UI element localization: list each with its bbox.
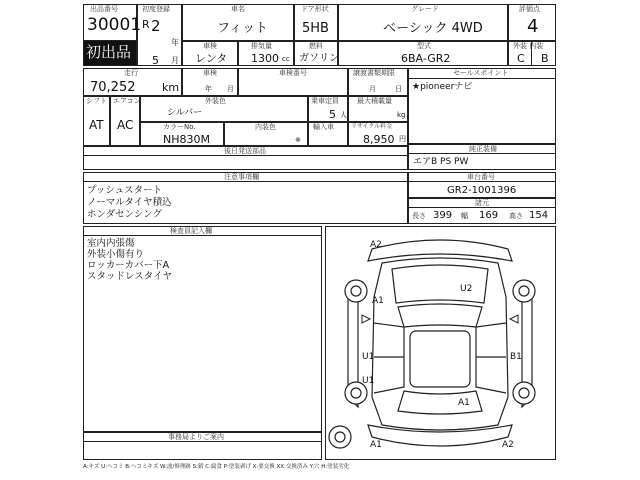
color-no-value: NH830M <box>163 133 210 146</box>
doors-label: ドア形状 <box>301 5 329 13</box>
ext-color-value: シルバー <box>167 108 203 118</box>
month-unit: 月 <box>171 56 179 65</box>
ac-label: エアコン <box>113 97 141 105</box>
ext-int-divider <box>531 41 532 66</box>
displacement-cell <box>238 41 294 66</box>
sales-point-box <box>408 68 556 144</box>
score-label: 評価点 <box>519 5 540 13</box>
equipment-cell <box>408 144 556 170</box>
shaken-due-label: 車検 <box>203 69 217 77</box>
yen-unit: 円 <box>399 135 406 143</box>
fuel-cell <box>294 41 338 66</box>
mark-u1-left-door: U1 <box>362 352 375 362</box>
length-label: 長さ <box>412 212 426 220</box>
displacement-label: 排気量 <box>251 42 272 50</box>
due-month-unit: 月 <box>369 85 376 93</box>
score-value: 4 <box>527 16 539 37</box>
shaken-type-label: 車検 <box>203 42 217 50</box>
recycle-fee-label: リサイクル料金 <box>351 123 393 130</box>
score-cell <box>508 4 556 41</box>
model-cell <box>338 41 508 66</box>
recycle-fee-value: 8,950 <box>363 133 395 146</box>
shaken-year-unit: 年 <box>205 85 212 93</box>
shift-cell <box>83 96 110 146</box>
later-parts-label: 後日発送部品 <box>224 147 266 155</box>
chassis-label: 車台番号 <box>467 173 495 181</box>
notes-label: 注意事項欄 <box>224 173 259 181</box>
equipment-label: 純正装備 <box>469 145 497 153</box>
seats-unit: 人 <box>340 111 347 119</box>
model-label: 型式 <box>417 42 431 50</box>
width-value: 169 <box>479 210 499 221</box>
max-load-cell <box>348 96 408 122</box>
inspector-line-4: スタッドレスタイヤ <box>87 271 173 282</box>
displacement-value: 1300 <box>251 52 279 65</box>
dims-label: 諸元 <box>475 199 489 207</box>
reg-no-label: 車検番号 <box>279 69 307 77</box>
first-listing-text: 初出品 <box>86 43 132 61</box>
mark-a1-trunk: A1 <box>458 398 470 408</box>
car-name-label: 車名 <box>231 5 245 13</box>
later-parts-cell <box>83 146 408 170</box>
inspector-line-2: 外装小傷有り <box>87 249 145 260</box>
equipment-value: エアB PS PW <box>413 157 469 167</box>
note-line-2: ノーマルタイヤ積込 <box>87 197 172 208</box>
flag-mark: ※ <box>295 136 301 144</box>
km-unit: km <box>162 81 180 94</box>
mileage-label: 走行 <box>124 69 138 77</box>
ext-color-cell <box>140 96 308 122</box>
recycle-fee-cell <box>348 122 408 146</box>
ext-int-cell <box>508 41 556 66</box>
import-label: 輸入車 <box>313 123 334 131</box>
grade-label: グレード <box>411 5 439 13</box>
damage-legend: A:キズ U:ヘコミ B:ヘコミキズ W:波/修理跡 S:錆 C:腐食 P:塗装剥げ X:要交換 XX:交換済み Y:穴 H:塗装劣化 <box>83 464 350 470</box>
dims-cell <box>408 198 556 224</box>
doors-cell <box>294 4 338 41</box>
first-listing-badge <box>83 40 137 66</box>
model-value: 6BA-GR2 <box>401 52 451 65</box>
recycle-due-label: 譲渡書類期限 <box>353 69 395 77</box>
car-name-cell <box>182 4 294 41</box>
int-color-label: 内装色 <box>255 123 276 131</box>
ac-value: AC <box>117 118 134 132</box>
shift-value: AT <box>89 118 104 132</box>
month-number: 5 <box>152 54 159 67</box>
notes-cell <box>83 172 408 224</box>
car-name: フィット <box>217 21 268 36</box>
shaken-due-cell <box>182 68 238 96</box>
era: R <box>142 18 150 31</box>
inspector-cell <box>83 226 322 432</box>
fuel-label: 燃料 <box>309 42 323 50</box>
recycle-due-cell <box>348 68 408 96</box>
left-doors-outline <box>374 323 404 393</box>
seats-label: 乗車定員 <box>311 97 339 105</box>
kg-unit: kg <box>397 111 406 119</box>
ext-color-label: 外装色 <box>205 97 226 105</box>
reg-no-cell <box>238 68 348 96</box>
ext-grade: C <box>517 52 525 65</box>
inspector-label: 検査員記入欄 <box>170 227 212 235</box>
color-no-label: カラーNo. <box>163 123 196 131</box>
office-label: 事務局よりご案内 <box>168 433 224 441</box>
first-reg-cell <box>137 4 182 66</box>
year-unit: 年 <box>171 38 179 47</box>
year-number: 2 <box>151 17 161 35</box>
grade-cell <box>338 4 508 41</box>
due-day-unit: 日 <box>395 85 402 93</box>
sales-point-label: セールスポイント <box>453 69 509 77</box>
mileage-cell <box>83 68 182 96</box>
max-load-label: 最大積載量 <box>357 97 392 105</box>
sales-point-text: ★pioneerナビ <box>412 82 473 92</box>
mark-u1-left-rear: U1 <box>362 376 375 386</box>
car-diagram <box>325 226 556 460</box>
seats-value: 5 <box>329 108 336 121</box>
chassis-cell <box>408 172 556 198</box>
hood-outline <box>392 265 488 303</box>
cc-unit: cc <box>282 55 290 63</box>
doors-value: 5HB <box>302 21 329 36</box>
int-grade: B <box>541 52 549 65</box>
body-outline <box>372 258 508 430</box>
ac-cell <box>110 96 140 146</box>
chassis-value: GR2-1001396 <box>447 185 517 196</box>
color-no-cell <box>140 122 224 146</box>
height-label: 高さ <box>509 212 523 220</box>
shaken-month-unit: 月 <box>227 85 234 93</box>
car-diagram-svg <box>326 227 555 459</box>
mark-a1-rear-left: A1 <box>370 440 382 450</box>
office-cell <box>83 432 322 460</box>
rear-bumper-outline <box>368 425 512 446</box>
inspector-line-3: ロッカーカバー下A <box>87 260 170 271</box>
length-value: 399 <box>433 210 453 221</box>
lot-number: 30001 <box>87 15 142 35</box>
shift-label: シフト <box>86 97 107 105</box>
shaken-type-cell <box>182 41 238 66</box>
width-label: 幅 <box>461 212 468 220</box>
mark-b1-right-door: B1 <box>510 352 522 362</box>
right-doors-outline <box>476 323 506 393</box>
fuel-value: ガソリン <box>299 53 339 64</box>
seats-cell <box>308 96 348 122</box>
lot-no-label: 出品番号 <box>90 5 118 13</box>
mark-a2-front: A2 <box>370 240 382 250</box>
mark-u2-hood: U2 <box>460 284 473 294</box>
mark-a1-left-front: A1 <box>372 296 384 306</box>
roof-outline <box>410 331 470 387</box>
ext-int-label: 外装 内装 <box>513 42 544 50</box>
mark-a2-rear-right: A2 <box>502 440 514 450</box>
mileage-value: 70,252 <box>90 80 136 95</box>
import-cell <box>308 122 348 146</box>
shaken-type: レンタ <box>195 52 228 65</box>
first-reg-label: 初度登録 <box>142 5 170 13</box>
int-color-cell <box>224 122 308 146</box>
note-line-3: ホンダセンシング <box>87 209 162 220</box>
grade-value: ベーシック 4WD <box>383 21 483 36</box>
note-line-1: プッシュスタート <box>87 185 163 196</box>
height-value: 154 <box>529 210 549 221</box>
windshield-outline <box>398 304 482 327</box>
inspector-line-1: 室内内張傷 <box>87 238 135 249</box>
